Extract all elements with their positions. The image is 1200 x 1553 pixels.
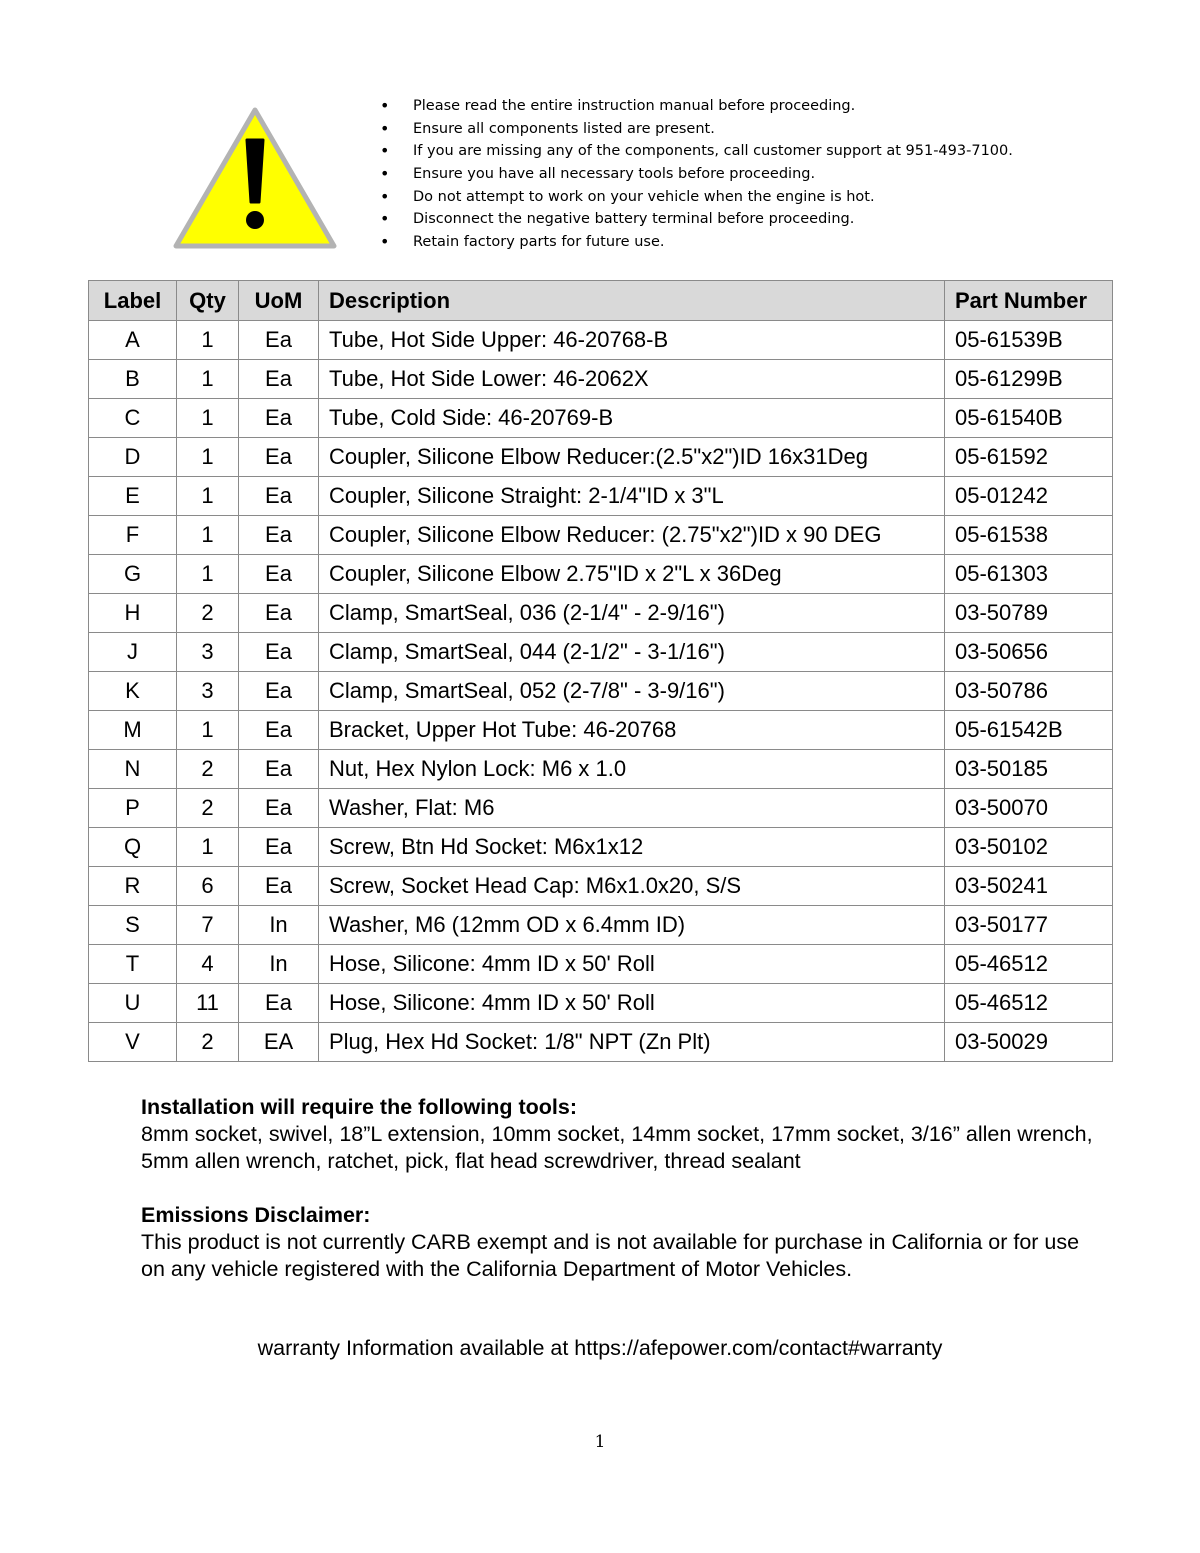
warning-item: • Retain factory parts for future use. <box>380 231 1013 254</box>
table-row <box>89 1023 1113 1062</box>
cell-label: E <box>89 477 177 516</box>
cell-description: Clamp, SmartSeal, 052 (2-7/8" - 3-9/16") <box>319 672 945 711</box>
cell-part-number: 03-50070 <box>945 789 1113 828</box>
cell-uom: Ea <box>239 711 319 750</box>
table-row <box>89 360 1113 399</box>
cell-label: P <box>89 789 177 828</box>
cell-label: F <box>89 516 177 555</box>
cell-uom: Ea <box>239 516 319 555</box>
table-row <box>89 945 1113 984</box>
cell-part-number: 03-50185 <box>945 750 1113 789</box>
cell-description: Hose, Silicone: 4mm ID x 50' Roll <box>319 945 945 984</box>
table-row <box>89 594 1113 633</box>
cell-uom: Ea <box>239 321 319 360</box>
cell-qty: 1 <box>177 477 239 516</box>
cell-label: V <box>89 1023 177 1062</box>
cell-label: C <box>89 399 177 438</box>
cell-uom: Ea <box>239 672 319 711</box>
cell-label: Q <box>89 828 177 867</box>
parts-table <box>88 280 1113 1062</box>
cell-description: Tube, Hot Side Upper: 46-20768-B <box>319 321 945 360</box>
cell-qty: 3 <box>177 672 239 711</box>
cell-description: Tube, Hot Side Lower: 46-2062X <box>319 360 945 399</box>
cell-uom: Ea <box>239 984 319 1023</box>
cell-part-number: 05-61538 <box>945 516 1113 555</box>
page-number: 1 <box>594 1432 606 1452</box>
table-row <box>89 399 1113 438</box>
warning-item: • Please read the entire instruction manual before proceeding. <box>380 95 1013 118</box>
cell-part-number: 03-50029 <box>945 1023 1113 1062</box>
cell-label: T <box>89 945 177 984</box>
cell-part-number: 05-61592 <box>945 438 1113 477</box>
table-row <box>89 555 1113 594</box>
table-row <box>89 867 1113 906</box>
table-row <box>89 828 1113 867</box>
warning-list <box>380 95 1013 254</box>
cell-label: M <box>89 711 177 750</box>
cell-part-number: 05-46512 <box>945 984 1113 1023</box>
cell-part-number: 03-50241 <box>945 867 1113 906</box>
cell-part-number: 05-61303 <box>945 555 1113 594</box>
cell-uom: In <box>239 906 319 945</box>
cell-uom: EA <box>239 1023 319 1062</box>
table-row <box>89 633 1113 672</box>
cell-qty: 1 <box>177 711 239 750</box>
table-row <box>89 516 1113 555</box>
header-description: Description <box>319 281 945 321</box>
cell-description: Tube, Cold Side: 46-20769-B <box>319 399 945 438</box>
cell-label: D <box>89 438 177 477</box>
cell-part-number: 03-50656 <box>945 633 1113 672</box>
cell-label: A <box>89 321 177 360</box>
cell-part-number: 05-61540B <box>945 399 1113 438</box>
cell-description: Bracket, Upper Hot Tube: 46-20768 <box>319 711 945 750</box>
cell-description: Clamp, SmartSeal, 044 (2-1/2" - 3-1/16") <box>319 633 945 672</box>
cell-description: Coupler, Silicone Elbow Reducer: (2.75"x2")ID x 90 DEG <box>319 516 945 555</box>
emissions-section <box>141 1202 1101 1283</box>
cell-qty: 2 <box>177 594 239 633</box>
cell-description: Coupler, Silicone Straight: 2-1/4"ID x 3"L <box>319 477 945 516</box>
cell-uom: Ea <box>239 789 319 828</box>
cell-qty: 3 <box>177 633 239 672</box>
table-row <box>89 984 1113 1023</box>
cell-label: S <box>89 906 177 945</box>
cell-qty: 1 <box>177 321 239 360</box>
header-qty: Qty <box>177 281 239 321</box>
cell-description: Hose, Silicone: 4mm ID x 50' Roll <box>319 984 945 1023</box>
cell-qty: 6 <box>177 867 239 906</box>
cell-uom: Ea <box>239 633 319 672</box>
cell-label: K <box>89 672 177 711</box>
cell-part-number: 03-50789 <box>945 594 1113 633</box>
emissions-text: This product is not currently CARB exempt and is not available for purchase in California or for use on any vehicle registered with the California Department of Motor Vehicles. <box>141 1230 1080 1281</box>
header-part-number: Part Number <box>945 281 1113 321</box>
cell-label: B <box>89 360 177 399</box>
table-row <box>89 321 1113 360</box>
warning-item: • Do not attempt to work on your vehicle when the engine is hot. <box>380 186 1013 209</box>
cell-part-number: 03-50102 <box>945 828 1113 867</box>
cell-qty: 1 <box>177 555 239 594</box>
cell-uom: Ea <box>239 594 319 633</box>
cell-label: R <box>89 867 177 906</box>
cell-qty: 7 <box>177 906 239 945</box>
cell-qty: 2 <box>177 789 239 828</box>
cell-uom: Ea <box>239 750 319 789</box>
cell-uom: Ea <box>239 438 319 477</box>
table-row <box>89 672 1113 711</box>
table-row <box>89 438 1113 477</box>
cell-uom: Ea <box>239 867 319 906</box>
header-label: Label <box>89 281 177 321</box>
cell-part-number: 03-50786 <box>945 672 1113 711</box>
tools-text: 8mm socket, swivel, 18”L extension, 10mm socket, 14mm socket, 17mm socket, 3/16” allen wrench, 5mm allen wrench, ratchet, pick, flat head screwdriver, thread sealant <box>141 1122 1093 1173</box>
emissions-heading: Emissions Disclaimer: <box>141 1203 371 1227</box>
cell-description: Clamp, SmartSeal, 036 (2-1/4" - 2-9/16") <box>319 594 945 633</box>
cell-qty: 4 <box>177 945 239 984</box>
cell-uom: Ea <box>239 555 319 594</box>
cell-description: Plug, Hex Hd Socket: 1/8" NPT (Zn Plt) <box>319 1023 945 1062</box>
header-uom: UoM <box>239 281 319 321</box>
cell-part-number: 03-50177 <box>945 906 1113 945</box>
tools-heading: Installation will require the following tools: <box>141 1095 577 1119</box>
cell-description: Washer, Flat: M6 <box>319 789 945 828</box>
cell-qty: 2 <box>177 750 239 789</box>
cell-part-number: 05-61542B <box>945 711 1113 750</box>
warning-item: • Ensure all components listed are present. <box>380 118 1013 141</box>
parts-table-body <box>89 321 1113 1062</box>
cell-qty: 1 <box>177 360 239 399</box>
table-header-row <box>89 281 1113 321</box>
tools-section <box>141 1094 1101 1175</box>
cell-label: G <box>89 555 177 594</box>
cell-part-number: 05-01242 <box>945 477 1113 516</box>
cell-part-number: 05-46512 <box>945 945 1113 984</box>
cell-label: N <box>89 750 177 789</box>
table-row <box>89 789 1113 828</box>
cell-description: Screw, Btn Hd Socket: M6x1x12 <box>319 828 945 867</box>
cell-qty: 11 <box>177 984 239 1023</box>
warning-item: • Disconnect the negative battery terminal before proceeding. <box>380 208 1013 231</box>
cell-description: Washer, M6 (12mm OD x 6.4mm ID) <box>319 906 945 945</box>
cell-uom: Ea <box>239 828 319 867</box>
table-row <box>89 906 1113 945</box>
cell-qty: 1 <box>177 399 239 438</box>
cell-description: Coupler, Silicone Elbow Reducer:(2.5"x2")ID 16x31Deg <box>319 438 945 477</box>
cell-uom: In <box>239 945 319 984</box>
warning-triangle-icon <box>172 106 338 252</box>
cell-description: Screw, Socket Head Cap: M6x1.0x20, S/S <box>319 867 945 906</box>
table-row <box>89 477 1113 516</box>
warranty-info: warranty Information available at https://afepower.com/contact#warranty <box>257 1336 943 1360</box>
cell-qty: 2 <box>177 1023 239 1062</box>
cell-description: Coupler, Silicone Elbow 2.75"ID x 2"L x 36Deg <box>319 555 945 594</box>
cell-qty: 1 <box>177 828 239 867</box>
table-row <box>89 711 1113 750</box>
cell-qty: 1 <box>177 516 239 555</box>
warning-item: • Ensure you have all necessary tools before proceeding. <box>380 163 1013 186</box>
cell-part-number: 05-61539B <box>945 321 1113 360</box>
cell-label: J <box>89 633 177 672</box>
cell-part-number: 05-61299B <box>945 360 1113 399</box>
cell-uom: Ea <box>239 360 319 399</box>
cell-qty: 1 <box>177 438 239 477</box>
table-row <box>89 750 1113 789</box>
cell-uom: Ea <box>239 399 319 438</box>
cell-label: H <box>89 594 177 633</box>
warning-item: • If you are missing any of the components, call customer support at 951-493-7100. <box>380 140 1013 163</box>
cell-description: Nut, Hex Nylon Lock: M6 x 1.0 <box>319 750 945 789</box>
cell-uom: Ea <box>239 477 319 516</box>
cell-label: U <box>89 984 177 1023</box>
